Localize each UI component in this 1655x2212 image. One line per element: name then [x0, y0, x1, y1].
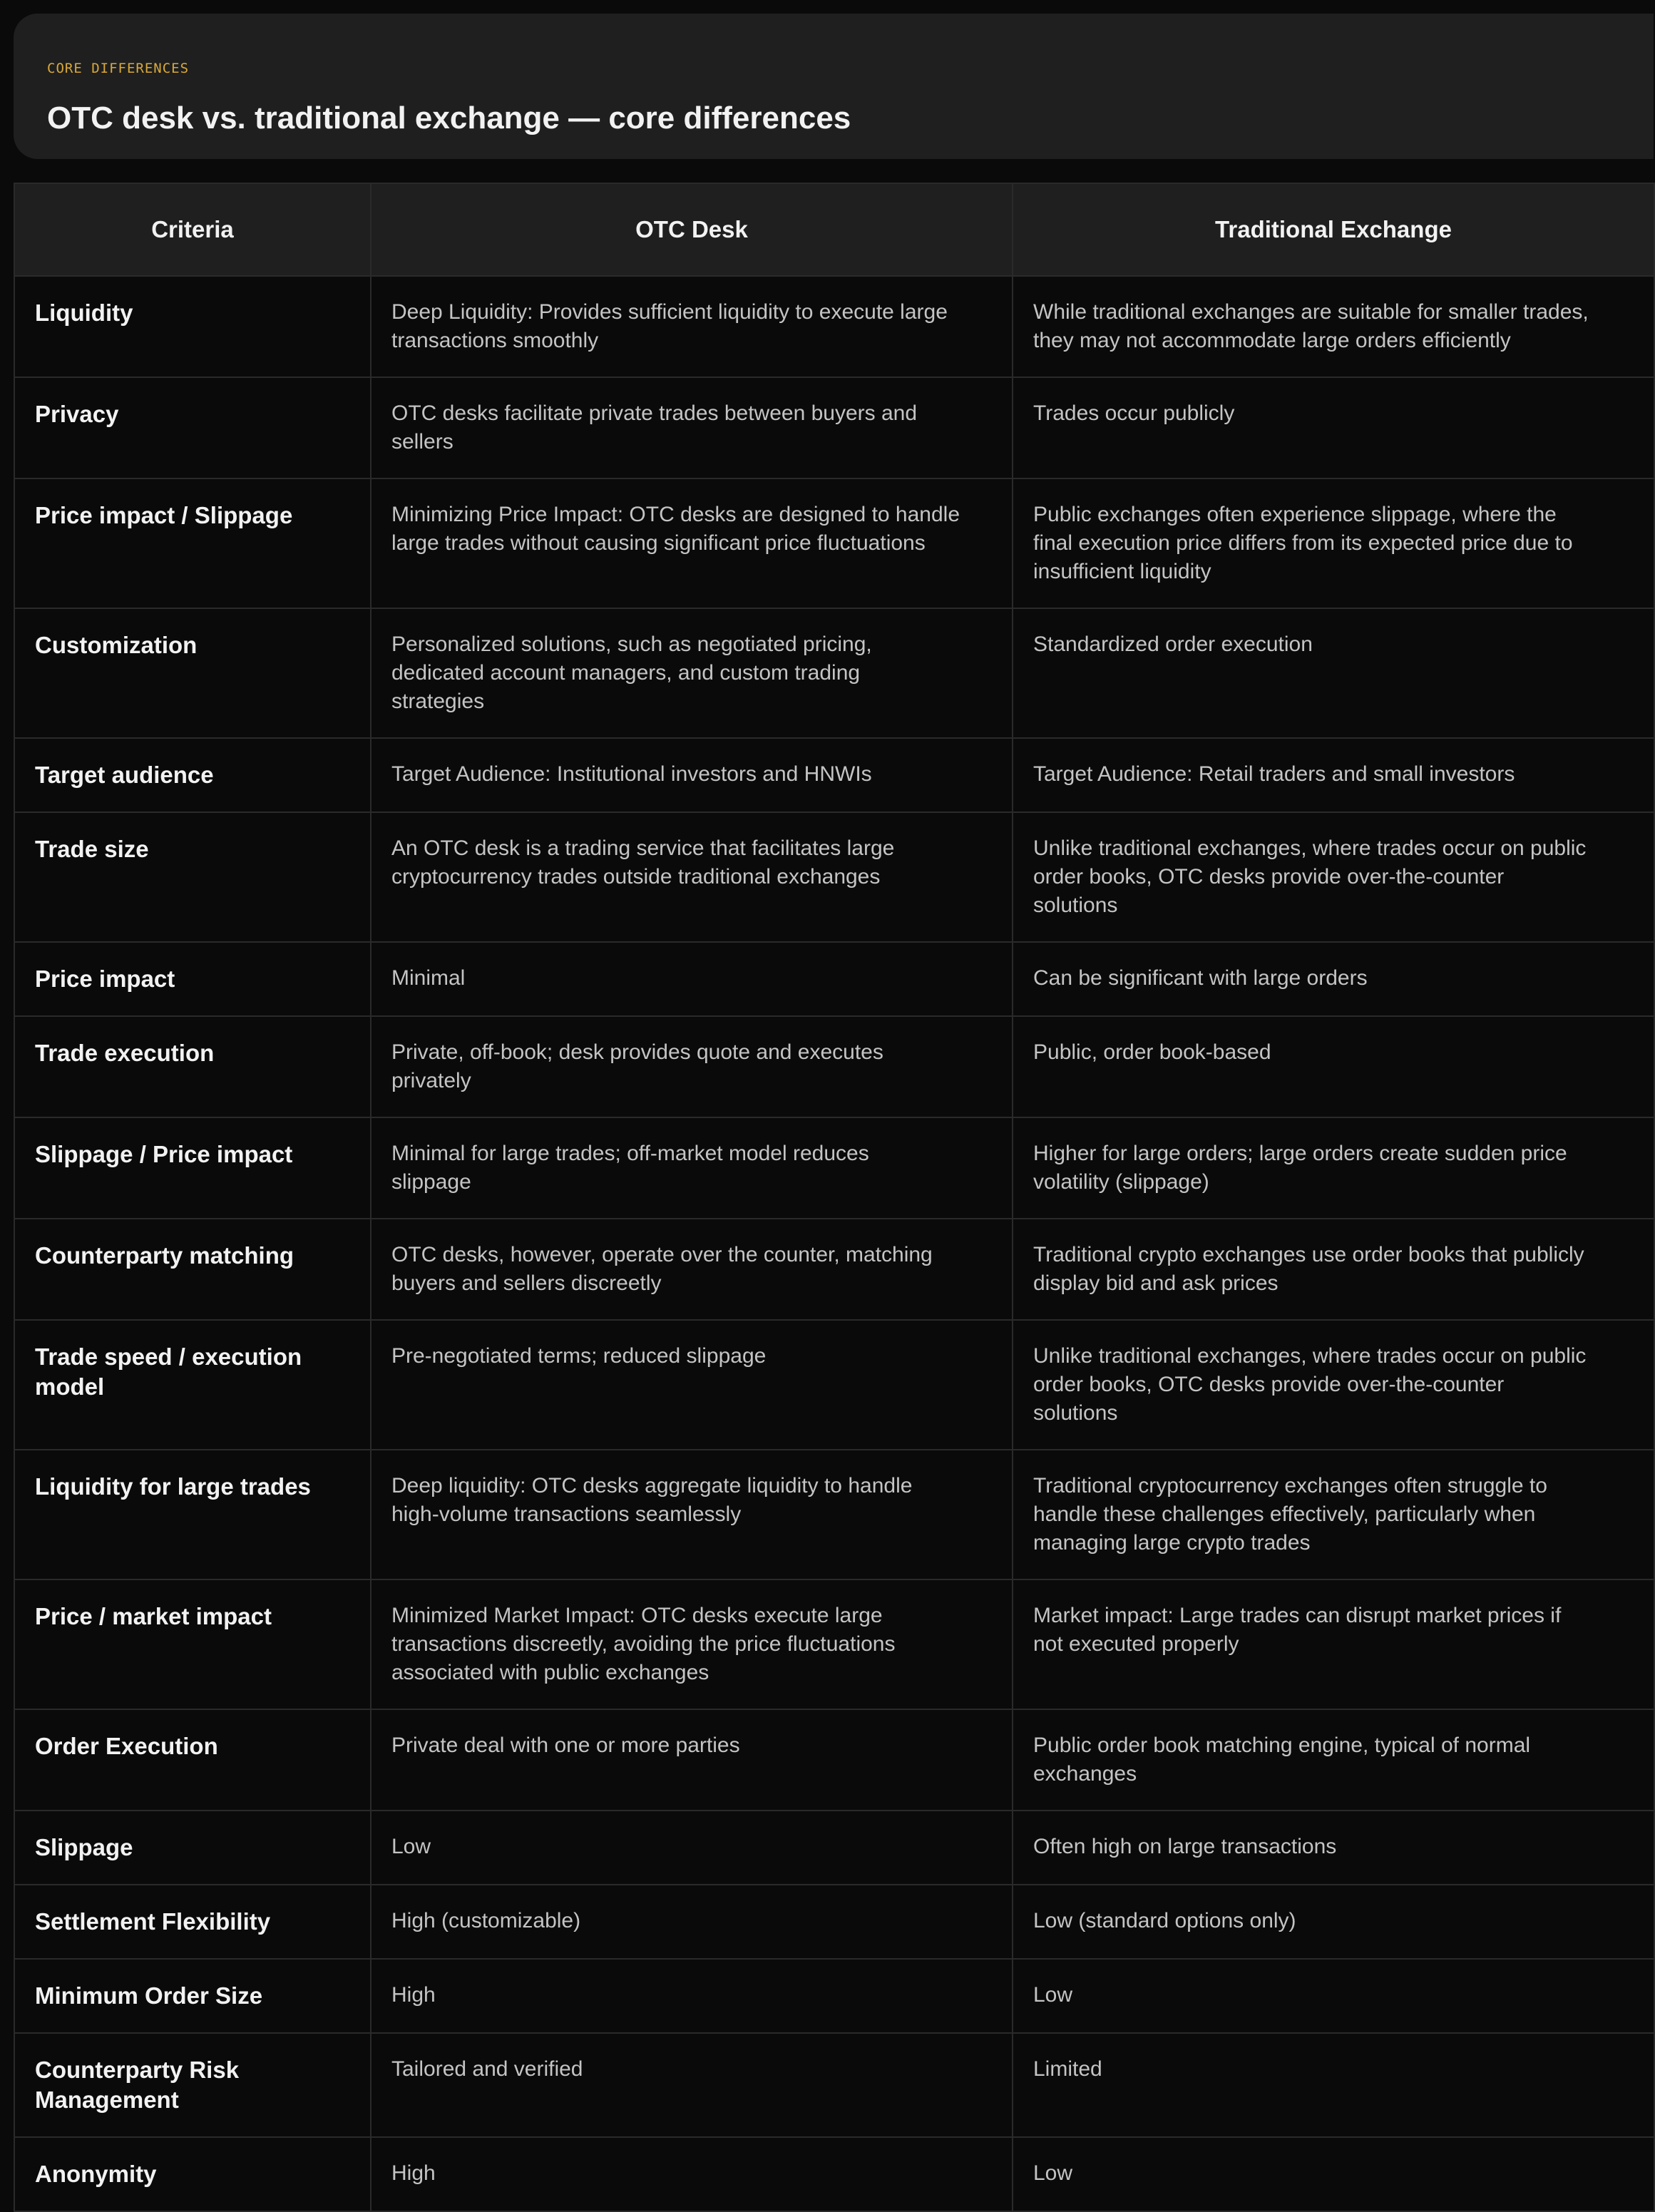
criteria-cell: Privacy — [15, 378, 372, 478]
table-row — [15, 1321, 1655, 1450]
traditional-exchange-cell: Limited — [1013, 2034, 1655, 2136]
otc-desk-cell: Minimizing Price Impact: OTC desks are designed to handle large trades without causing significant price fluctuations — [372, 479, 1013, 608]
criteria-cell: Liquidity for large trades — [15, 1450, 372, 1579]
otc-desk-cell: Minimal — [372, 943, 1013, 1015]
otc-desk-cell: Target Audience: Institutional investors and HNWIs — [372, 739, 1013, 811]
otc-desk-cell: OTC desks, however, operate over the counter, matching buyers and sellers discreetly — [372, 1219, 1013, 1319]
criteria-cell: Price impact — [15, 943, 372, 1015]
criteria-cell: Counterparty Risk Management — [15, 2034, 372, 2136]
criteria-cell: Settlement Flexibility — [15, 1885, 372, 1958]
traditional-exchange-cell: Unlike traditional exchanges, where trades occur on public order books, OTC desks provide over-the-counter solutions — [1013, 1321, 1655, 1449]
traditional-exchange-cell: Public exchanges often experience slippage, where the final execution price differs from its expected price due to insufficient liquidity — [1013, 479, 1655, 608]
table-body — [15, 277, 1655, 2212]
table-row — [15, 479, 1655, 609]
table-row — [15, 943, 1655, 1017]
criteria-cell: Anonymity — [15, 2138, 372, 2211]
table-row — [15, 1580, 1655, 1710]
table-row — [15, 609, 1655, 739]
traditional-exchange-cell: Low (standard options only) — [1013, 1885, 1655, 1958]
table-row — [15, 1219, 1655, 1321]
criteria-cell: Price impact / Slippage — [15, 479, 372, 608]
traditional-exchange-cell: Trades occur publicly — [1013, 378, 1655, 478]
traditional-exchange-cell: While traditional exchanges are suitable for smaller trades, they may not accommodate large orders efficiently — [1013, 277, 1655, 377]
traditional-exchange-cell: Traditional cryptocurrency exchanges often struggle to handle these challenges effectively, particularly when managing large crypto trades — [1013, 1450, 1655, 1579]
header-card — [14, 14, 1654, 159]
traditional-exchange-cell: Low — [1013, 1960, 1655, 2032]
otc-desk-cell: Minimal for large trades; off-market model reduces slippage — [372, 1118, 1013, 1218]
criteria-cell: Minimum Order Size — [15, 1960, 372, 2032]
table-row — [15, 1118, 1655, 1219]
traditional-exchange-cell: Target Audience: Retail traders and small investors — [1013, 739, 1655, 811]
otc-desk-cell: Low — [372, 1811, 1013, 1884]
otc-desk-cell: Private deal with one or more parties — [372, 1710, 1013, 1810]
traditional-exchange-cell: Standardized order execution — [1013, 609, 1655, 737]
otc-desk-cell: High (customizable) — [372, 1885, 1013, 1958]
table-row — [15, 1885, 1655, 1960]
table-row — [15, 2138, 1655, 2212]
criteria-cell: Slippage — [15, 1811, 372, 1884]
criteria-cell: Liquidity — [15, 277, 372, 377]
otc-desk-cell: High — [372, 1960, 1013, 2032]
table-row — [15, 378, 1655, 479]
table-header-row — [15, 184, 1655, 277]
comparison-table — [14, 183, 1655, 2212]
table-row — [15, 1710, 1655, 1811]
table-row — [15, 277, 1655, 378]
traditional-exchange-cell: Higher for large orders; large orders create sudden price volatility (slippage) — [1013, 1118, 1655, 1218]
otc-desk-cell: Tailored and verified — [372, 2034, 1013, 2136]
page-title: OTC desk vs. traditional exchange — core differences — [47, 101, 851, 135]
criteria-cell: Customization — [15, 609, 372, 737]
table-row — [15, 1811, 1655, 1885]
column-header-traditional-exchange: Traditional Exchange — [1013, 184, 1655, 275]
table-row — [15, 739, 1655, 813]
traditional-exchange-cell: Traditional crypto exchanges use order books that publicly display bid and ask prices — [1013, 1219, 1655, 1319]
otc-desk-cell: Deep Liquidity: Provides sufficient liquidity to execute large transactions smoothly — [372, 277, 1013, 377]
section-eyebrow: CORE DIFFERENCES — [47, 61, 190, 76]
otc-desk-cell: Personalized solutions, such as negotiated pricing, dedicated account managers, and custom trading strategies — [372, 609, 1013, 737]
criteria-cell: Counterparty matching — [15, 1219, 372, 1319]
otc-desk-cell: High — [372, 2138, 1013, 2211]
table-row — [15, 1017, 1655, 1118]
criteria-cell: Slippage / Price impact — [15, 1118, 372, 1218]
column-header-otc-desk: OTC Desk — [372, 184, 1013, 275]
criteria-cell: Price / market impact — [15, 1580, 372, 1709]
table-row — [15, 813, 1655, 943]
otc-desk-cell: An OTC desk is a trading service that facilitates large cryptocurrency trades outside traditional exchanges — [372, 813, 1013, 941]
criteria-cell: Trade speed / execution model — [15, 1321, 372, 1449]
otc-desk-cell: Minimized Market Impact: OTC desks execute large transactions discreetly, avoiding the price fluctuations associated with public exchanges — [372, 1580, 1013, 1709]
otc-desk-cell: Deep liquidity: OTC desks aggregate liquidity to handle high-volume transactions seamlessly — [372, 1450, 1013, 1579]
otc-desk-cell: Private, off-book; desk provides quote and executes privately — [372, 1017, 1013, 1117]
otc-desk-cell: OTC desks facilitate private trades between buyers and sellers — [372, 378, 1013, 478]
criteria-cell: Target audience — [15, 739, 372, 811]
traditional-exchange-cell: Public order book matching engine, typical of normal exchanges — [1013, 1710, 1655, 1810]
criteria-cell: Order Execution — [15, 1710, 372, 1810]
traditional-exchange-cell: Market impact: Large trades can disrupt market prices if not executed properly — [1013, 1580, 1655, 1709]
traditional-exchange-cell: Low — [1013, 2138, 1655, 2211]
traditional-exchange-cell: Often high on large transactions — [1013, 1811, 1655, 1884]
criteria-cell: Trade size — [15, 813, 372, 941]
otc-desk-cell: Pre-negotiated terms; reduced slippage — [372, 1321, 1013, 1449]
traditional-exchange-cell: Public, order book-based — [1013, 1017, 1655, 1117]
criteria-cell: Trade execution — [15, 1017, 372, 1117]
column-header-criteria: Criteria — [15, 184, 372, 275]
table-row — [15, 1450, 1655, 1580]
table-row — [15, 1960, 1655, 2034]
traditional-exchange-cell: Unlike traditional exchanges, where trades occur on public order books, OTC desks provide over-the-counter solutions — [1013, 813, 1655, 941]
traditional-exchange-cell: Can be significant with large orders — [1013, 943, 1655, 1015]
table-row — [15, 2034, 1655, 2138]
